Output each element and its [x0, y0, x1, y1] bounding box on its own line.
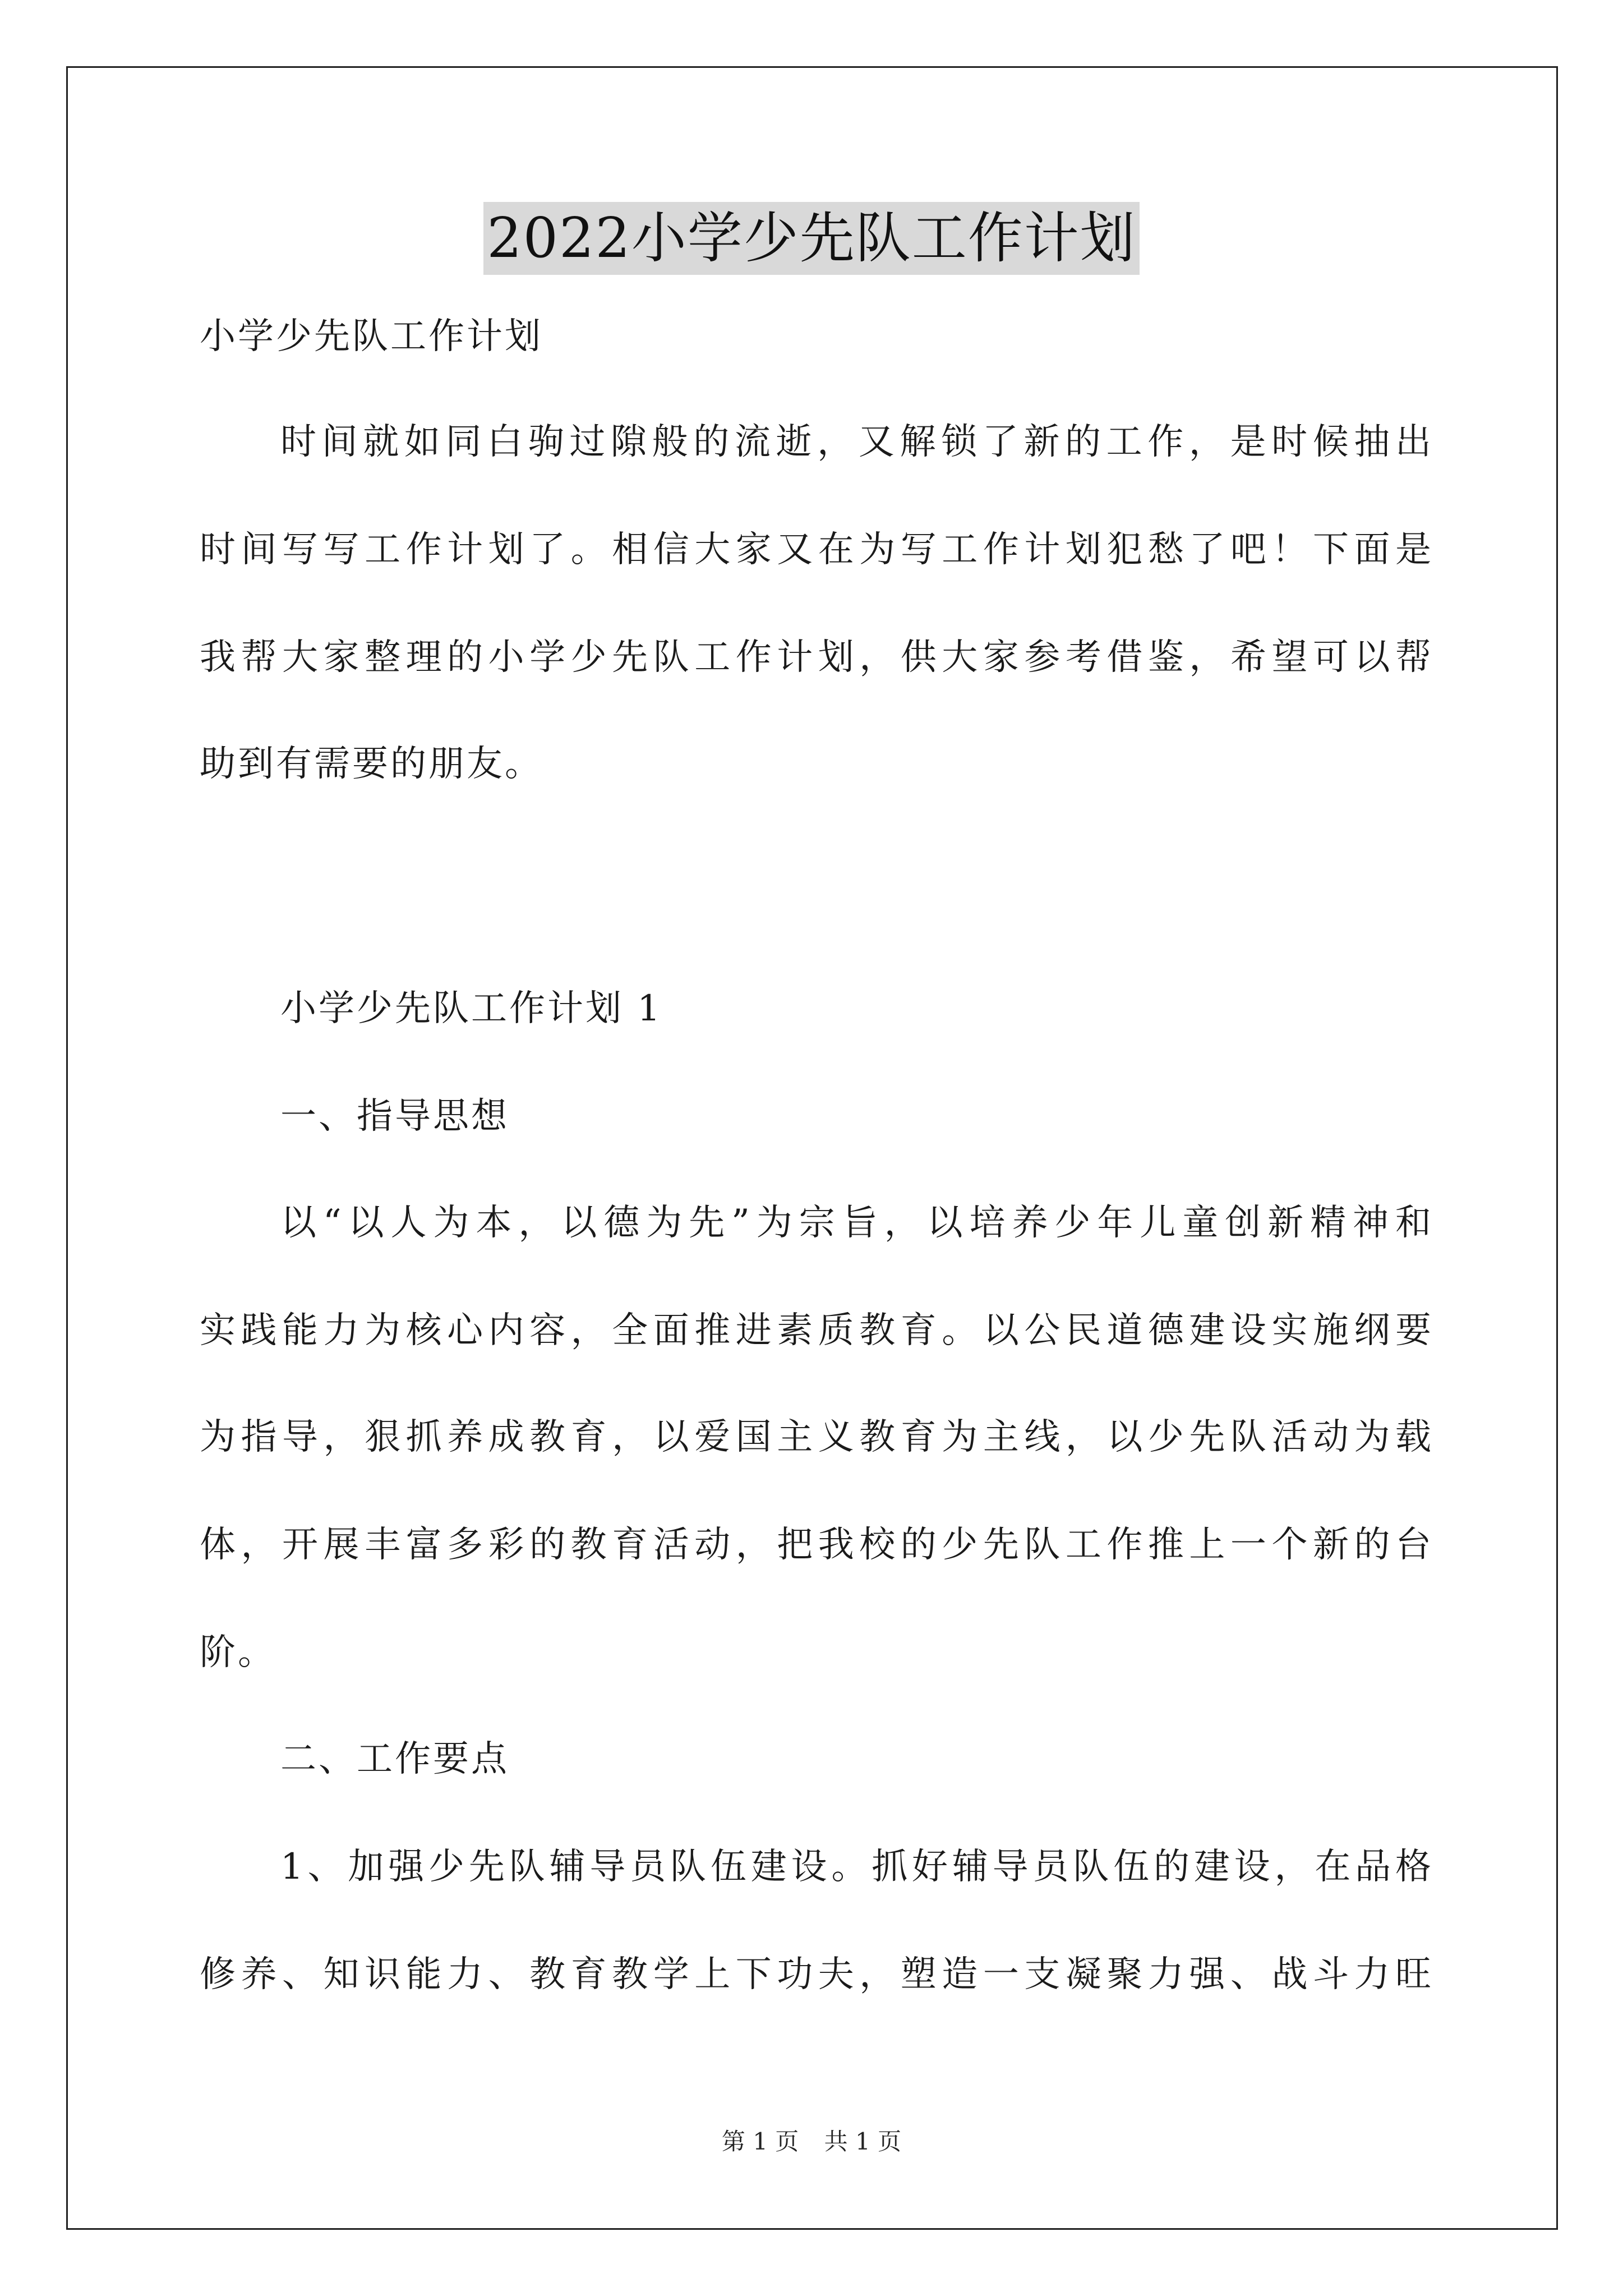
intro-line-1: 时间就如同白驹过隙般的流逝，又解锁了新的工作，是时候抽出 [280, 421, 1433, 463]
section-title: 小学少先队工作计划 1 [280, 988, 663, 1029]
page-border [66, 66, 1558, 2230]
intro-line-2: 时间写写工作计划了。相信大家又在为写工作计划犯愁了吧！下面是 [200, 529, 1433, 570]
para-2-line-1: 1、加强少先队辅导员队伍建设。抓好辅导员队伍的建设，在品格 [280, 1846, 1433, 1888]
para-1-line-4: 体，开展丰富多彩的教育活动，把我校的少先队工作推上一个新的台 [200, 1524, 1433, 1566]
para-1-line-3: 为指导，狠抓养成教育，以爱国主义教育为主线，以少先队活动为载 [200, 1416, 1433, 1458]
intro-line-3: 我帮大家整理的小学少先队工作计划，供大家参考借鉴，希望可以帮 [200, 637, 1433, 678]
heading-work-points: 二、工作要点 [280, 1738, 509, 1780]
page-number-current: 第 1 页 [721, 2128, 799, 2155]
heading-guiding-ideology: 一、指导思想 [280, 1096, 509, 1137]
intro-line-4: 助到有需要的朋友。 [200, 743, 543, 785]
para-1-line-2: 实践能力为核心内容，全面推进素质教育。以公民道德建设实施纲要 [200, 1310, 1433, 1351]
para-2-line-2: 修养、知识能力、教育教学上下功夫，塑造一支凝聚力强、战斗力旺 [200, 1954, 1433, 1995]
title-container [0, 202, 1623, 275]
document-subtitle: 小学少先队工作计划 [200, 316, 543, 357]
page-number-total: 共 1 页 [824, 2128, 902, 2155]
page-footer [0, 2126, 1623, 2157]
para-1-line-5: 阶。 [200, 1632, 276, 1673]
document-title: 2022小学少先队工作计划 [483, 202, 1139, 275]
para-1-line-1: 以“以人为本，以德为先”为宗旨，以培养少年儿童创新精神和 [280, 1202, 1433, 1244]
